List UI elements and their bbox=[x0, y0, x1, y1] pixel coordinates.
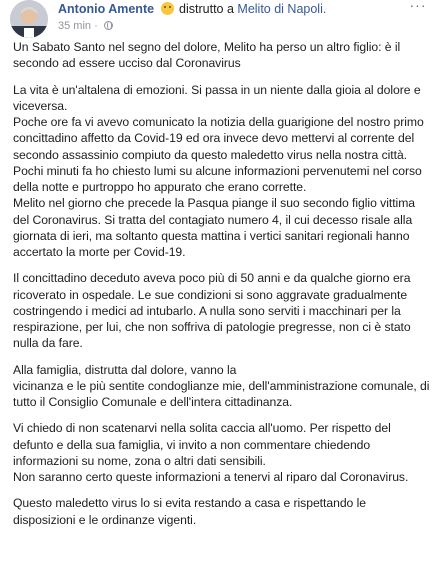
avatar[interactable] bbox=[10, 0, 48, 38]
place-link[interactable]: Melito di Napoli. bbox=[237, 2, 327, 16]
post-paragraph-1 bbox=[13, 39, 431, 72]
separator-dot: · bbox=[94, 20, 98, 32]
avatar-portrait-icon bbox=[10, 0, 48, 38]
post-paragraph-2 bbox=[13, 82, 431, 261]
post-header bbox=[0, 0, 438, 38]
author-name-link[interactable]: Antonio Amente bbox=[58, 2, 155, 16]
paragraph-text: Un Sabato Santo nel segno del dolore, Melito ha perso un altro figlio: è il secondo ad essere ucciso dal Coronavirus bbox=[13, 40, 401, 71]
author-line bbox=[58, 2, 326, 16]
paragraph-text: Il concittadino deceduto aveva poco più di 50 anni e da qualche giorno era ricoverato in ospedale. Le sue condizioni si sono aggravate gradualmente costringendo i medici ad intubarlo. A nulla sono serviti i macchinari per la respirazione, per lui, che non soffriva di patologie pregresse, non ci è stato nulla da fare. bbox=[13, 271, 411, 351]
sad-face-icon bbox=[161, 2, 174, 15]
more-options-button[interactable]: ··· bbox=[409, 0, 427, 13]
post-paragraph-5 bbox=[13, 420, 431, 485]
feeling-text: distrutto a bbox=[179, 2, 234, 16]
post-paragraph-6 bbox=[13, 495, 431, 528]
paragraph-text: Vi chiedo di non scatenarvi nella solita caccia all'uomo. Per rispetto del defunto e della sua famiglia, vi invito a non commentare chiedendo informazioni su nome, zona o altri dati sensibili. Non saranno certo queste informazioni a tenervi al riparo dal Coronavirus. bbox=[13, 421, 409, 484]
post-meta bbox=[58, 20, 113, 32]
post-body bbox=[13, 39, 431, 538]
paragraph-text: La vita è un'altalena di emozioni. Si passa in un niente dalla gioia al dolore e viceversa. Poche ore fa vi avevo comunicato la notizia della guarigione del nostro primo concittadino affetto da Covid-19 ed ora invece devo mettervi al corrente del secondo assassinio compiuto da questo maledetto virus nella nostra città. Pochi minuti fa ho chiesto lumi su alcune informazioni pervenutemi nel corso della notte e purtroppo ho appurato che erano corrette. Melito nel giorno che precede la Pasqua piange il suo secondo figlio vittima del Coronavirus. Si tratta del contagiato numero 4, il cui decesso risale alla giornata di ieri, ma soltanto questa mattina i vertici sanitari regionali hanno accertato la morte per Covid-19. bbox=[13, 82, 424, 259]
paragraph-text: Alla famiglia, distrutta dal dolore, vanno la vicinanza e le più sentite condoglianze mie, dell'amministrazione comunale, di tutto il Consiglio Comunale e dell'intera cittadinanza. bbox=[13, 362, 430, 409]
globe-icon[interactable] bbox=[104, 21, 113, 30]
post-paragraph-3 bbox=[13, 270, 431, 351]
paragraph-text: Questo maledetto virus lo si evita restando a casa e rispettando le disposizioni e le ordinanze vigenti. bbox=[13, 496, 366, 527]
timestamp-link[interactable]: 35 min bbox=[58, 20, 92, 32]
post-paragraph-4 bbox=[13, 362, 431, 411]
